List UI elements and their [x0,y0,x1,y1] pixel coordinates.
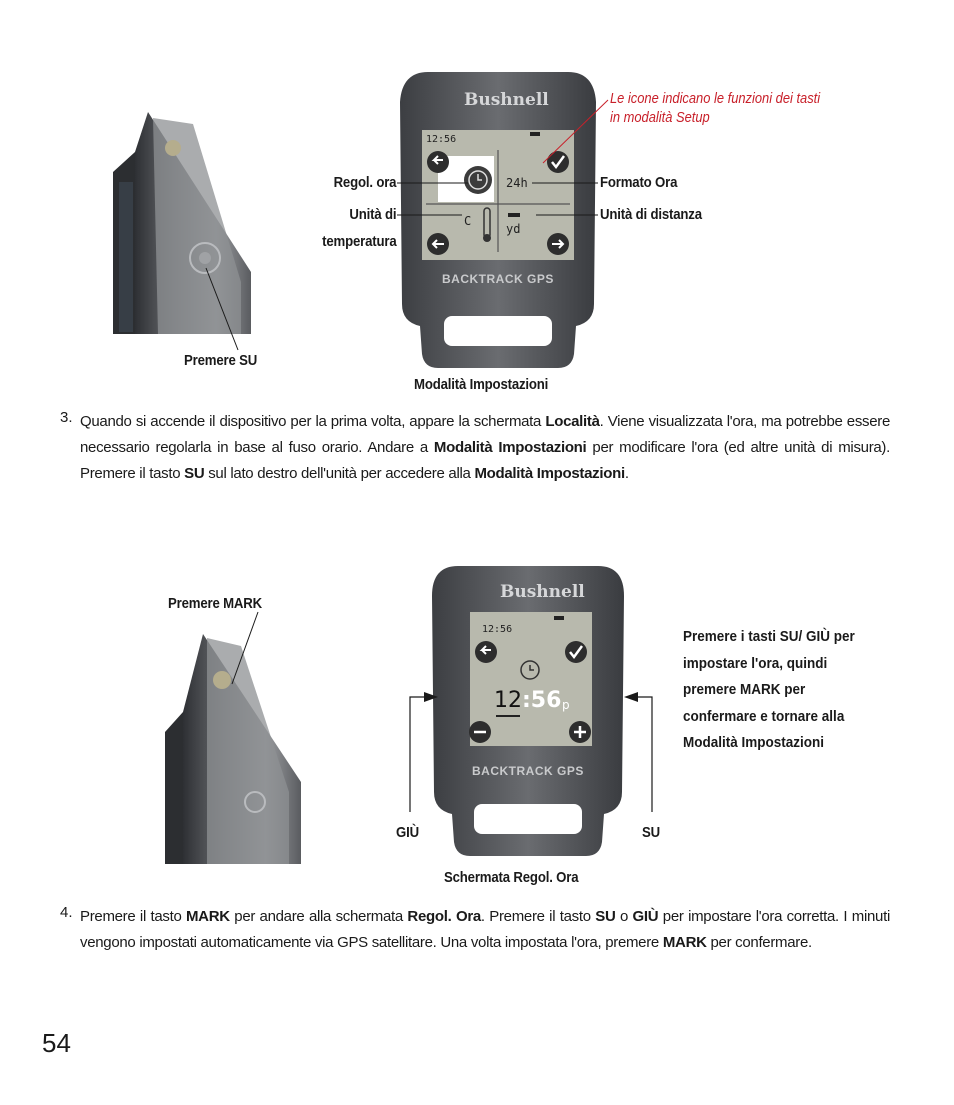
step4-paragraph: Premere il tasto MARK per andare alla schermata Regol. Ora. Premere il tasto SU o GIÙ per impostare l'ora corretta. I minuti vengono impostati automaticamente via GPS satellitare. Una volta impostata l'ora, premere MARK per confermare. [80,908,890,951]
screen-time-small: 12:56 [426,134,457,145]
step3-paragraph: Quando si accende il dispositivo per la prima volta, appare la schermata Località. Viene visualizzata l'ora, ma potrebbe essere necessario regolarla in base al fuso orario. Andare a Modalità Impostazioni per modificare l'ora (ed altre unità di misura). Premere il tasto SU sul lato destro dell'unità per accedere alla Modalità Impostazioni. [80,413,890,482]
label-premere-su: Premere SU [184,352,258,369]
label-su: SU [642,824,660,841]
label-unita-distanza: Unità di distanza [600,206,702,223]
step4-number: 4. [60,904,73,921]
screen-24h: 24h [506,176,528,190]
callout-note-icons: Le icone indicano le funzioni dei tasti in modalità Setup [610,90,821,126]
label-premere-mark: Premere MARK [168,595,262,612]
caption-modalita-impostazioni: Modalità Impostazioni [414,376,549,393]
screen-minutes: :56 [522,688,562,713]
label-formato-ora: Formato Ora [600,174,678,191]
label-regol-ora: Regol. ora [333,174,396,191]
page-number: 54 [42,1028,71,1058]
label-unita-temperatura-1: Unità di [349,206,396,223]
step3-number: 3. [60,409,73,426]
label-giu: GIÙ [396,824,419,841]
label-unita-temperatura-2: temperatura [321,233,396,250]
device-brand-2: Bushnell [500,582,585,602]
device-model: BACKTRACK GPS [442,272,554,286]
screen-temp-unit: C [464,214,472,228]
screen-distance-unit: yd [506,222,521,236]
device-brand: Bushnell [464,90,549,110]
screen-hour: 12 [494,688,522,713]
screen-time-small-2: 12:56 [482,624,513,635]
instruction-set-time: Premere i tasti SU/ GIÙ per impostare l'ora, quindi premere MARK per confermare e tornare alla Modalità Impostazioni [683,628,855,751]
device-model-2: BACKTRACK GPS [472,764,584,778]
screen-pm: p [562,698,570,712]
caption-schermata-regol-ora: Schermata Regol. Ora [444,869,579,886]
